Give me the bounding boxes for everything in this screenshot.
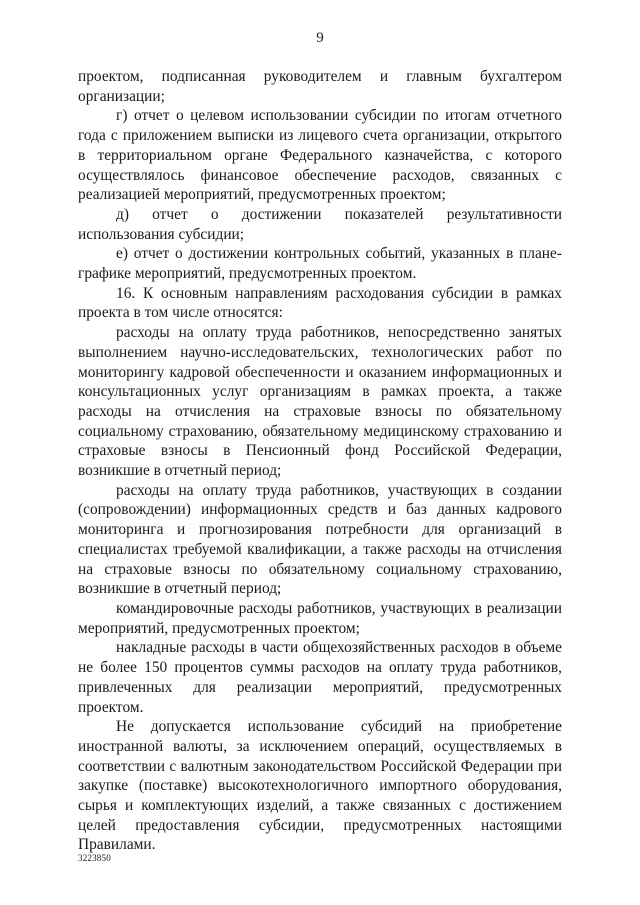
paragraph-currency-restriction: Не допускается использование субсидий на приобретение иностранной валюты, за исключением операций, осуществляемых в соответствии с валютным законодательством Российской Федерации при закупке (поставке) высокотехнологичного импортного оборудования, сырья и комплектующих изделий, а также связанных с достижением целей предоставления субсидии, предусмотренных настоящими Правилами.: [78, 718, 562, 854]
document-code: 3223850: [78, 853, 111, 863]
paragraph-continuation: проектом, подписанная руководителем и главным бухгалтером организации;: [78, 68, 562, 105]
paragraph-overhead-costs: накладные расходы в части общехозяйственных расходов в объеме не более 150 процентов суммы расходов на оплату труда работников, привлеченных для реализации мероприятий, предусмотренных проектом.: [78, 639, 562, 716]
paragraph-section-16: 16. К основным направлениям расходования субсидии в рамках проекта в том числе относятся:: [78, 284, 562, 322]
paragraph-travel-costs: командировочные расходы работников, участвующих в реализации мероприятий, предусмотренных проектом;: [78, 599, 562, 637]
paragraph-item-e: е) отчет о достижении контрольных событий, указанных в плане-графике мероприятий, предусмотренных проектом.: [78, 245, 562, 283]
paragraph-labor-costs: расходы на оплату труда работников, непосредственно занятых выполнением научно-исследовательских, технологических работ по мониторингу кадровой обеспеченности и оказанием информационных и консультационных услуг организациям в рамках проекта, а также расходы на отчисления на страховые взносы по обязательному социальному страхованию, обязательному медицинскому страхованию и страховые взносы в Пенсионный фонд Российской Федерации, возникшие в отчетный период;: [78, 324, 562, 480]
paragraph-info-systems-costs: расходы на оплату труда работников, участвующих в создании (сопровождении) информационных средств и баз данных кадрового мониторинга и прогнозирования потребности для организаций в специалистах требуемой квалификации, а также расходы на отчисления на страховые взносы по обязательному социальному страхованию, возникшие в отчетный период;: [78, 481, 562, 598]
document-body: [78, 67, 562, 855]
page-number: 9: [316, 30, 324, 46]
paragraph-item-d: д) отчет о достижении показателей результативности использования субсидии;: [78, 205, 562, 243]
paragraph-item-g: г) отчет о целевом использовании субсидии по итогам отчетного года с приложением выписки из лицевого счета организации, открытого в территориальном органе Федерального казначейства, с которого осуществлялось финансовое обеспечение расходов, связанных с реализацией мероприятий, предусмотренных проектом;: [78, 107, 562, 204]
